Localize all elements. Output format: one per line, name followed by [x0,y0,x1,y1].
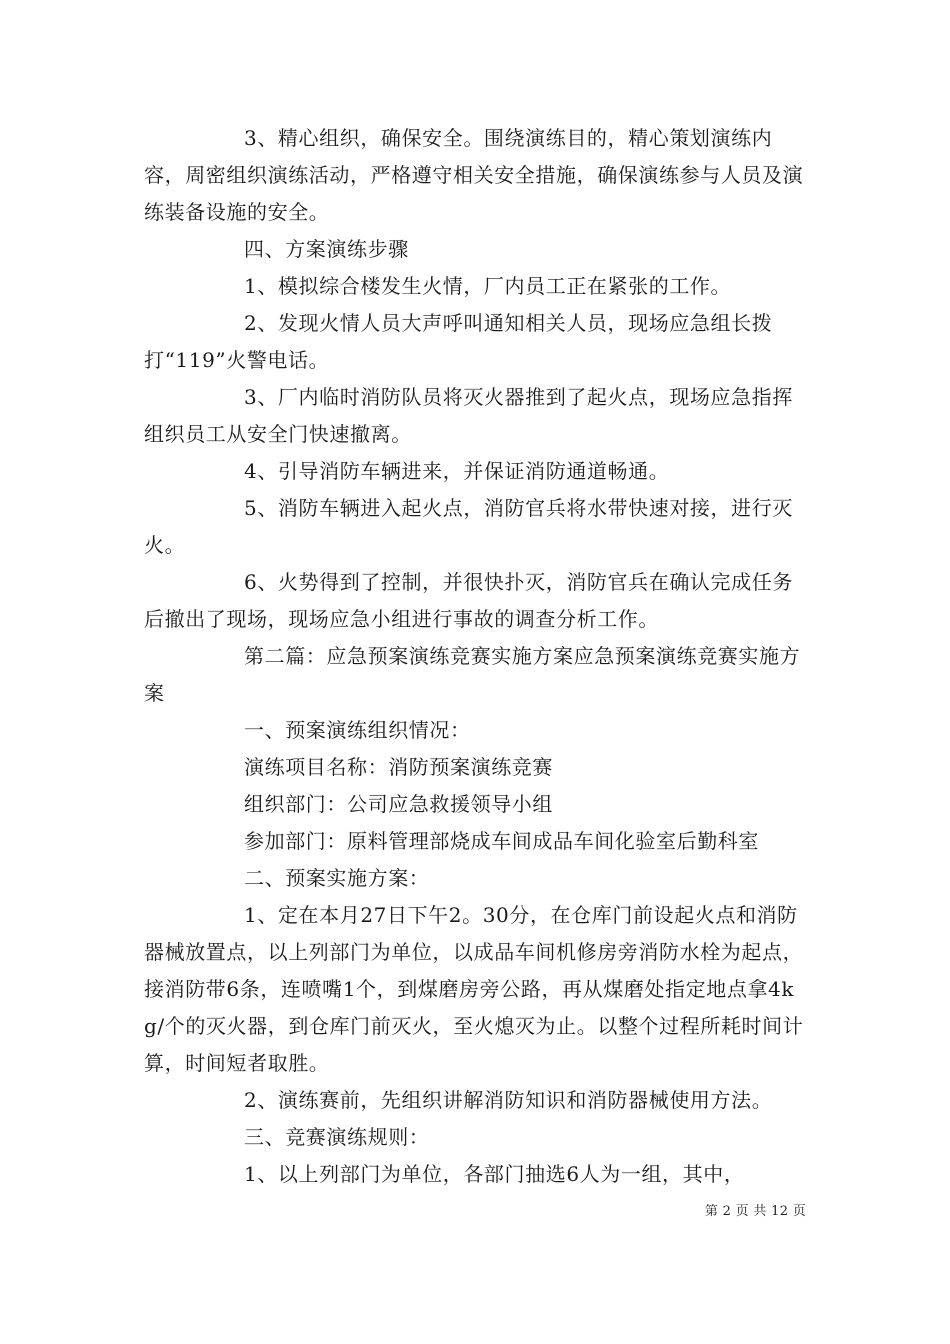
section-heading-rules: 三、竞赛演练规则： [244,1125,430,1149]
paragraph-step-5: 5、消防车辆进入起火点，消防官兵将水带快速对接，进行灭火。 [144,496,793,557]
document-body [144,120,808,1193]
section-heading-plan: 二、预案实施方案： [244,866,430,890]
paragraph-rule-1: 1、以上列部门为单位，各部门抽选6人为一组，其中， [244,1162,745,1186]
page-number-footer: 第 2 页 共 12 页 [704,1204,806,1219]
section-heading-steps: 四、方案演练步骤 [244,237,409,261]
paragraph-plan-2: 2、演练赛前，先组织讲解消防知识和消防器械使用方法。 [244,1088,773,1112]
chapter-title: 第二篇：应急预案演练竞赛实施方案应急预案演练竞赛实施方案 [144,644,801,705]
paragraph-plan-1: 1、定在本月27日下午2。30分，在仓库门前设起火点和消防器械放置点，以上列部门为单位，以成品车间机修房旁消防水栓为起点，接消防带6条，连喷嘴1个，到煤磨房旁公路，再从煤磨处指定地点拿4kg/个的灭火器，到仓库门前灭火，至火熄灭为止。以整个过程所耗时间计算，时间短者取胜。 [144,903,804,1075]
section-heading-organization: 一、预案演练组织情况： [244,718,471,742]
paragraph-step-4: 4、引导消防车辆进来，并保证消防通道畅通。 [244,459,670,483]
paragraph-step-1: 1、模拟综合楼发生火情，厂内员工正在紧张的工作。 [244,274,732,298]
paragraph-project-name: 演练项目名称：消防预案演练竞赛 [244,755,553,779]
paragraph-step-3: 3、厂内临时消防队员将灭火器推到了起火点，现场应急指挥组织员工从安全门快速撤离。 [144,385,793,446]
paragraph-organizer: 组织部门：公司应急救援领导小组 [244,792,553,816]
paragraph-safety: 3、精心组织，确保安全。围绕演练目的，精心策划演练内容，周密组织演练活动，严格遵守相关安全措施，确保演练参与人员及演练装备设施的安全。 [144,126,804,224]
paragraph-step-6: 6、火势得到了控制，并很快扑灭，消防官兵在确认完成任务后撤出了现场，现场应急小组进行事故的调查分析工作。 [144,570,793,631]
paragraph-step-2: 2、发现火情人员大声呼叫通知相关人员，现场应急组长拨打“119”火警电话。 [144,311,773,372]
paragraph-participants: 参加部门：原料管理部烧成车间成品车间化验室后勤科室 [244,829,759,853]
